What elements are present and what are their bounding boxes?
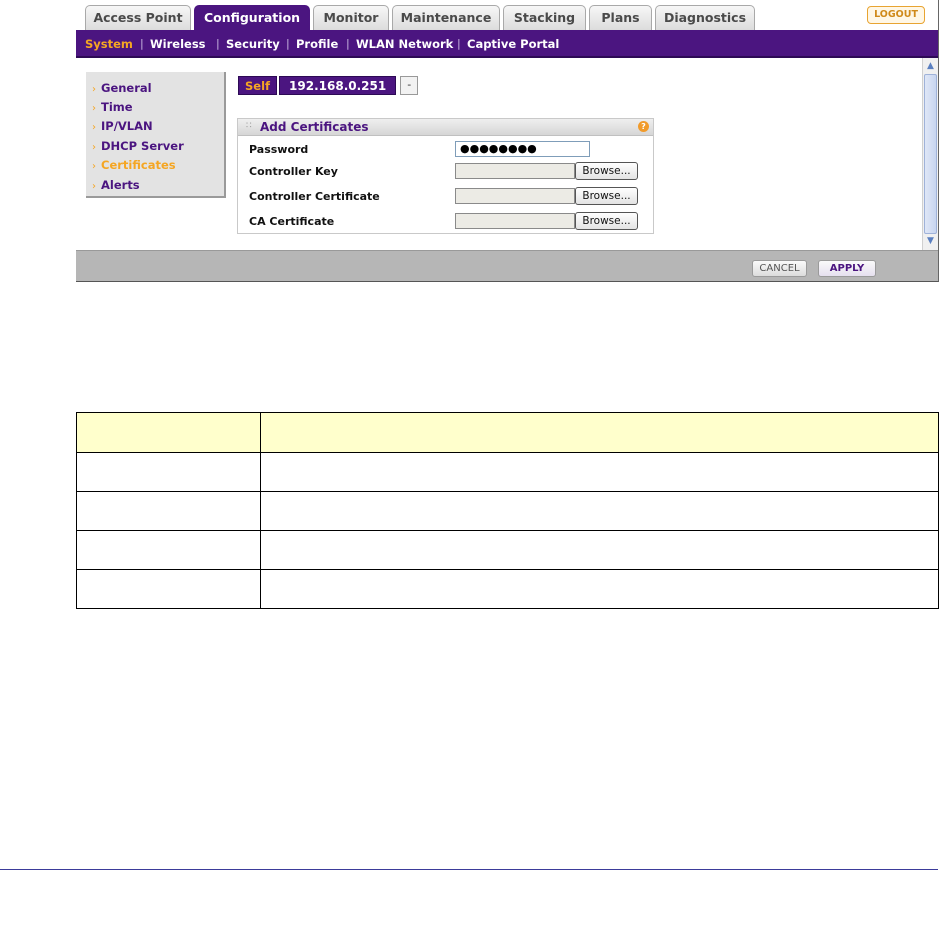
controller-key-browse-button[interactable]: Browse... [575,162,638,180]
table-header-cell [261,413,939,453]
footer-bar [76,250,938,281]
subnav-separator: | [457,37,461,50]
side-item-dhcp-server[interactable]: › DHCP Server [92,139,184,153]
table-cell [77,531,261,570]
password-label: Password [249,143,309,156]
ca-certificate-field[interactable] [455,213,575,229]
ca-certificate-browse-button[interactable]: Browse... [575,212,638,230]
controller-ip: 192.168.0.251 [279,76,396,95]
side-item-certificates[interactable]: › Certificates [92,158,176,172]
tab-configuration[interactable]: Configuration [194,5,310,30]
table-row [77,492,939,531]
controller-dropdown[interactable]: - [400,76,418,95]
tab-stacking[interactable]: Stacking [503,5,586,30]
chevron-right-icon: › [92,142,96,153]
side-menu [86,72,226,198]
table-row [77,570,939,609]
apply-button[interactable]: APPLY [818,260,876,277]
tab-maintenance[interactable]: Maintenance [392,5,500,30]
controller-window [76,0,939,282]
subnav-separator: | [140,37,144,50]
controller-certificate-label: Controller Certificate [249,190,380,203]
subnav-separator: | [216,37,220,50]
table-header-row [77,413,939,453]
chevron-right-icon: › [92,181,96,192]
controller-key-label: Controller Key [249,165,338,178]
main-tab-bar [76,0,938,30]
table-row [77,453,939,492]
panel-header [238,119,653,136]
cancel-button[interactable]: CANCEL [752,260,807,277]
add-certificates-panel [237,118,654,234]
table-cell [261,570,939,609]
chevron-right-icon: › [92,84,96,95]
ca-certificate-label: CA Certificate [249,215,335,228]
table-header-cell [77,413,261,453]
table-cell [77,570,261,609]
subnav-separator: | [286,37,290,50]
side-item-ip-vlan[interactable]: › IP/VLAN [92,119,153,133]
controller-certificate-browse-button[interactable]: Browse... [575,187,638,205]
help-icon[interactable]: ? [638,121,649,132]
scrollbar-thumb[interactable] [924,74,937,234]
sub-navigation [76,30,938,58]
chevron-right-icon: › [92,122,96,133]
scroll-down-icon[interactable]: ▼ [927,236,934,246]
controller-key-field[interactable] [455,163,575,179]
password-field[interactable]: ●●●●●●●● [455,141,590,157]
subnav-profile[interactable]: Profile [296,37,339,51]
vertical-scrollbar[interactable] [922,58,938,250]
subnav-wireless[interactable]: Wireless [150,37,206,51]
grip-icon: ∷ [246,121,252,131]
table-cell [77,453,261,492]
side-item-general[interactable]: › General [92,81,152,95]
self-label: Self [238,76,277,95]
chevron-right-icon: › [92,161,96,172]
scroll-up-icon[interactable]: ▲ [927,61,934,71]
tab-plans[interactable]: Plans [589,5,652,30]
subnav-captive-portal[interactable]: Captive Portal [467,37,560,51]
side-item-alerts[interactable]: › Alerts [92,178,140,192]
subnav-system[interactable]: System [85,37,133,51]
subnav-security[interactable]: Security [226,37,280,51]
subnav-wlan-network[interactable]: WLAN Network [356,37,454,51]
table-cell [77,492,261,531]
tab-access-point[interactable]: Access Point [85,5,191,30]
table-row [77,531,939,570]
controller-certificate-field[interactable] [455,188,575,204]
side-item-time[interactable]: › Time [92,100,133,114]
logout-button[interactable]: LOGOUT [867,6,925,24]
subnav-separator: | [346,37,350,50]
content-area [76,58,922,250]
table-cell [261,531,939,570]
controller-selector [238,76,418,95]
chevron-right-icon: › [92,103,96,114]
panel-title: Add Certificates [260,120,369,134]
page-footer-rule [0,869,938,870]
table-cell [261,453,939,492]
settings-table [76,412,939,609]
table-cell [261,492,939,531]
tab-monitor[interactable]: Monitor [313,5,389,30]
tab-diagnostics[interactable]: Diagnostics [655,5,755,30]
